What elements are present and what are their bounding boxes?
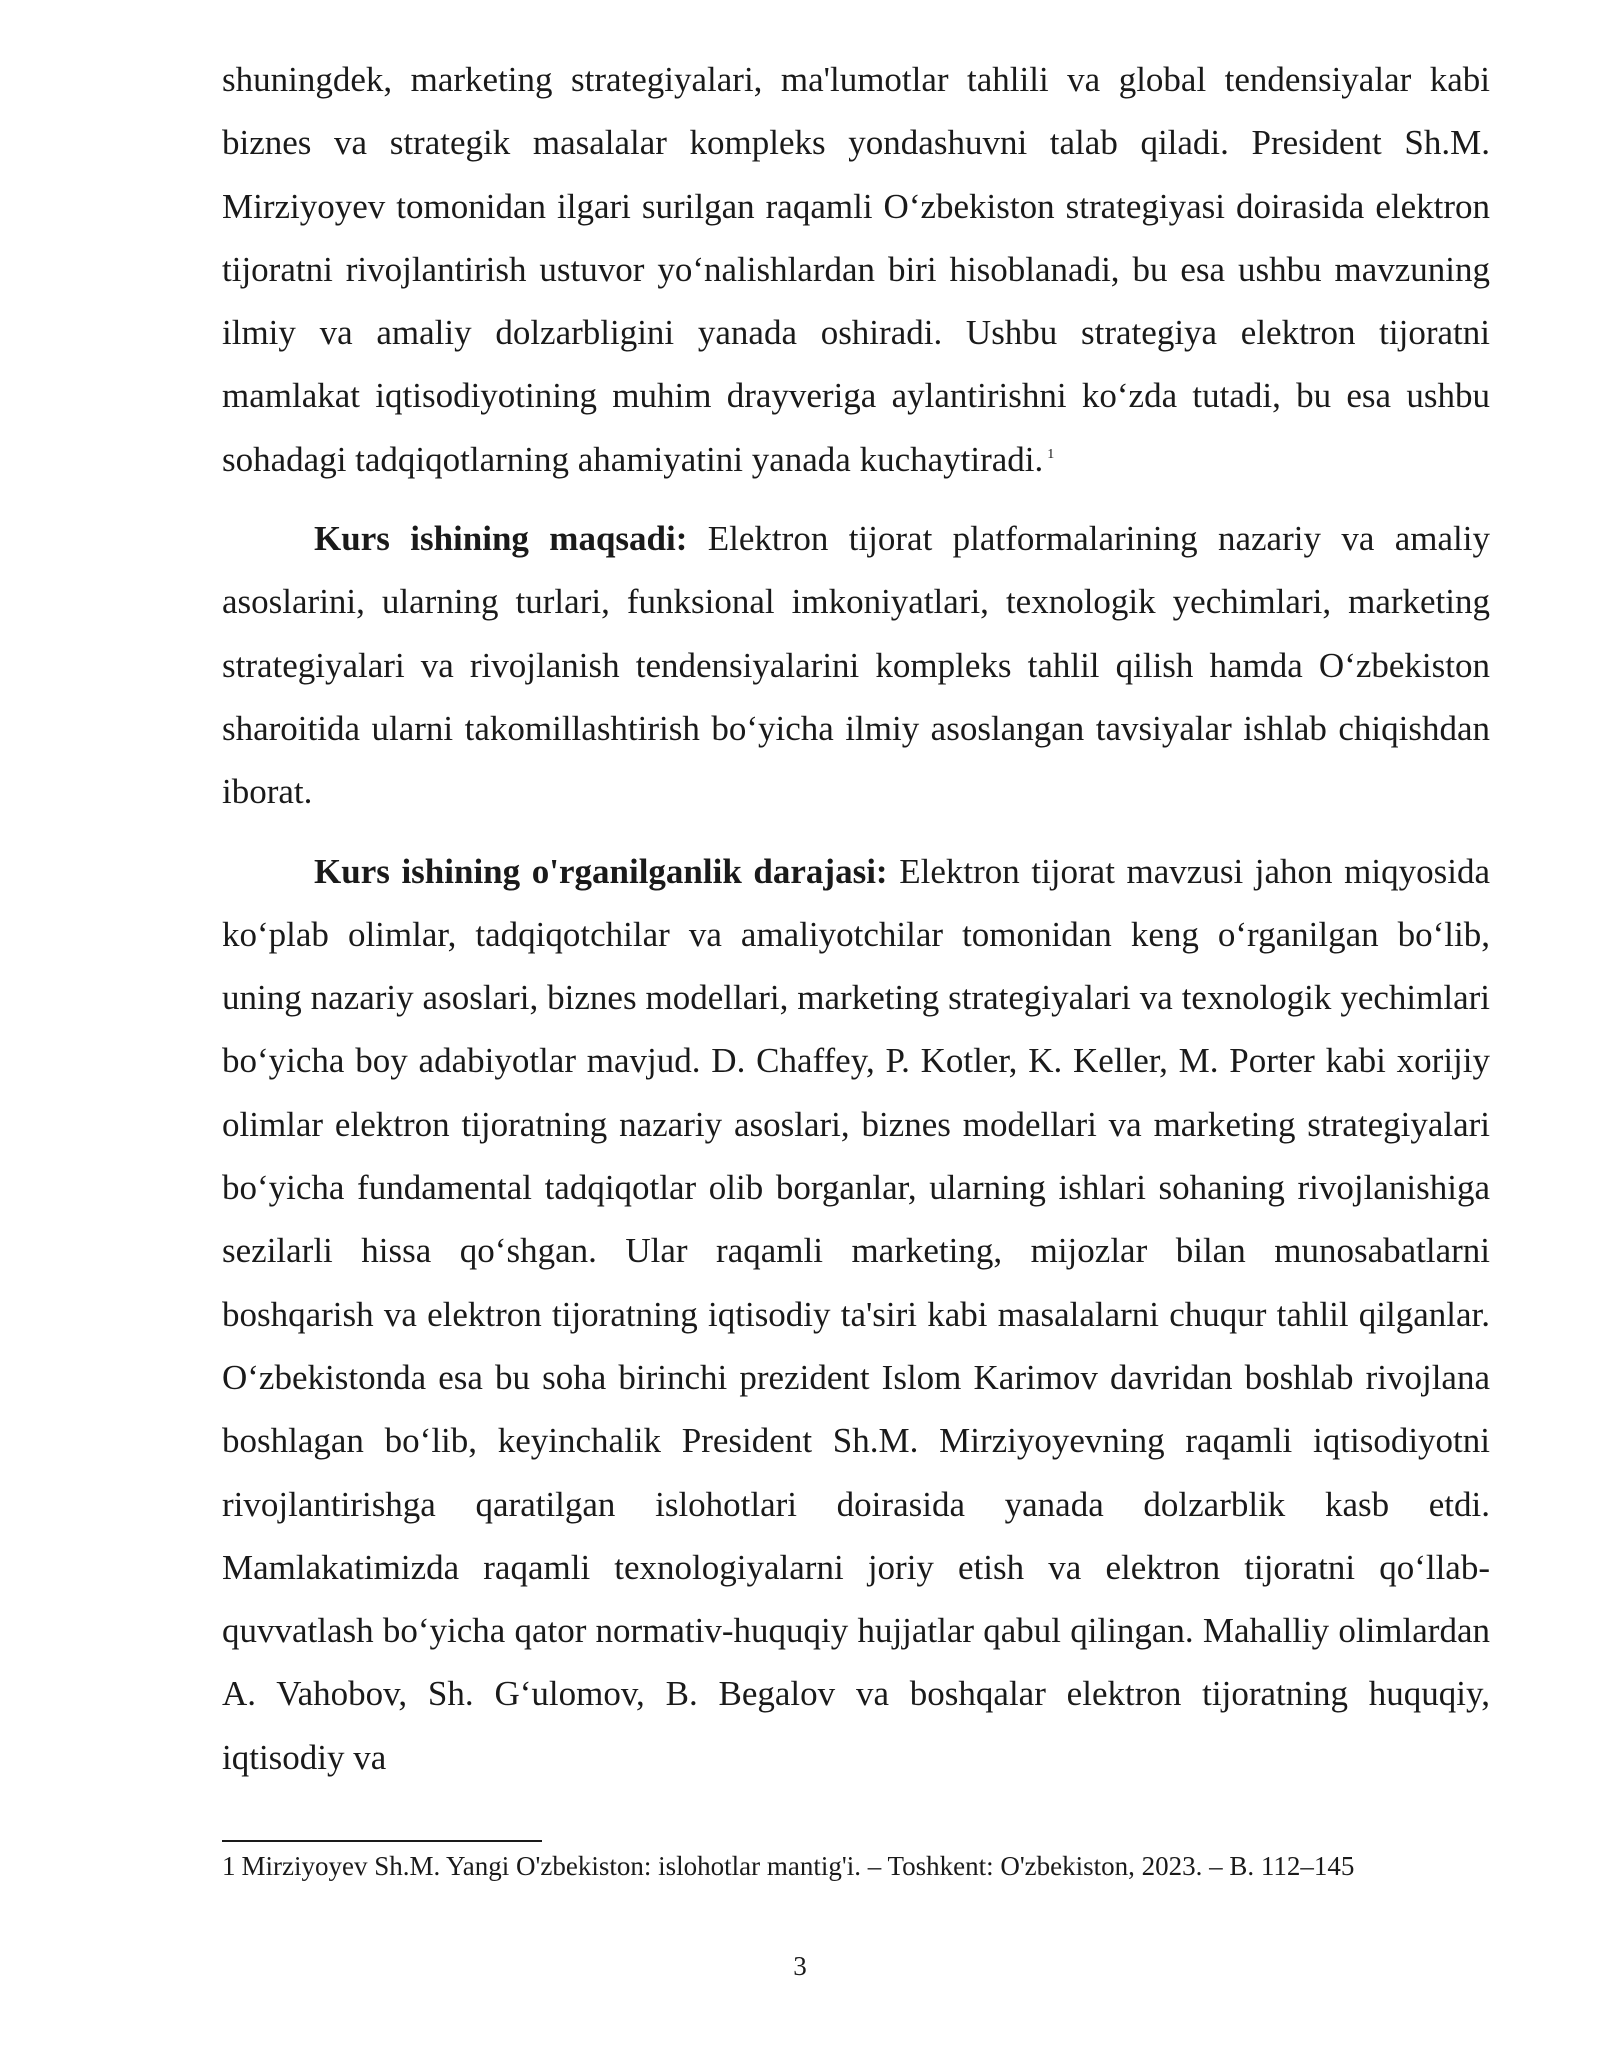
goal-heading: Kurs ishining maqsadi: xyxy=(314,519,688,559)
footnote-separator xyxy=(222,1840,542,1842)
paragraph-goal xyxy=(222,507,1490,823)
footnote-text: Mirziyoyev Sh.M. Yangi O'zbekiston: islohotlar mantig'i. – Toshkent: O'zbekiston, 2023. – B. 112–145 xyxy=(241,1851,1355,1881)
footnote-number: 1 xyxy=(222,1851,236,1881)
document-body xyxy=(222,48,1490,1789)
paragraph-study-level xyxy=(222,840,1490,1789)
paragraph-intro xyxy=(222,48,1490,491)
footnote xyxy=(222,1848,1490,1884)
goal-text: Elektron tijorat platformalarining nazariy va amaliy asoslarini, ularning turlari, funksional imkoniyatlari, texnologik yechimlari, marketing strategiyalari va rivojlanish tendensiyalarini kompleks tahlil qilish hamda O‘zbekiston sharoitida ularni takomillashtirish bo‘yicha ilmiy asoslangan tavsiyalar ishlab chiqishdan iborat. xyxy=(222,519,1491,812)
footnote-reference[interactable]: 1 xyxy=(1047,447,1055,463)
study-level-heading: Kurs ishining o'rganilganlik darajasi: xyxy=(314,851,888,891)
page-number: 3 xyxy=(793,1951,807,1981)
study-level-text: Elektron tijorat mavzusi jahon miqyosida ko‘plab olimlar, tadqiqotchilar va amaliyotchilar tomonidan keng o‘rganilgan bo‘lib, uning nazariy asoslari, biznes modellari, marketing strategiyalari va texnologik yechimlari bo‘yicha boy adabiyotlar mavjud. D. Chaffey, P. Kotler, K. Keller, M. Porter kabi xorijiy olimlar elektron tijoratning nazariy asoslari, biznes modellari va marketing strategiyalari bo‘yicha fundamental tadqiqotlar olib borganlar, ularning ishlari sohaning rivojlanishiga sezilarli hissa qo‘shgan. Ular raqamli marketing, mijozlar bilan munosabatlarni boshqarish va elektron tijoratning iqtisodiy ta'siri kabi masalalarni chuqur tahlil qilganlar. O‘zbekistonda esa bu soha birinchi prezident Islom Karimov davridan boshlab rivojlana boshlagan bo‘lib, keyinchalik President Sh.M. Mirziyoyevning raqamli iqtisodiyotni rivojlantirishga qaratilgan islohotlari doirasida yanada dolzarblik kasb etdi. Mamlakatimizda raqamli texnologiyalarni joriy etish va elektron tijoratni qo‘llab-quvvatlash bo‘yicha qator normativ-huquqiy hujjatlar qabul qilingan. Mahalliy olimlardan A. Vahobov, Sh. G‘ulomov, B. Begalov va boshqalar elektron tijoratning huquqiy, iqtisodiy va xyxy=(222,851,1491,1777)
paragraph-intro-text: shuningdek, marketing strategiyalari, ma'lumotlar tahlili va global tendensiyalar kabi biznes va strategik masalalar kompleks yondashuvni talab qiladi. President Sh.M. Mirziyoyev tomonidan ilgari surilgan raqamli O‘zbekiston strategiyasi doirasida elektron tijoratni rivojlantirish ustuvor yo‘nalishlardan biri hisoblanadi, bu esa ushbu mavzuning ilmiy va amaliy dolzarbligini yanada oshiradi. Ushbu strategiya elektron tijoratni mamlakat iqtisodiyotining muhim drayveriga aylantirishni ko‘zda tutadi, bu esa ushbu sohadagi tadqiqotlarning ahamiyatini yanada kuchaytiradi. xyxy=(222,60,1490,479)
